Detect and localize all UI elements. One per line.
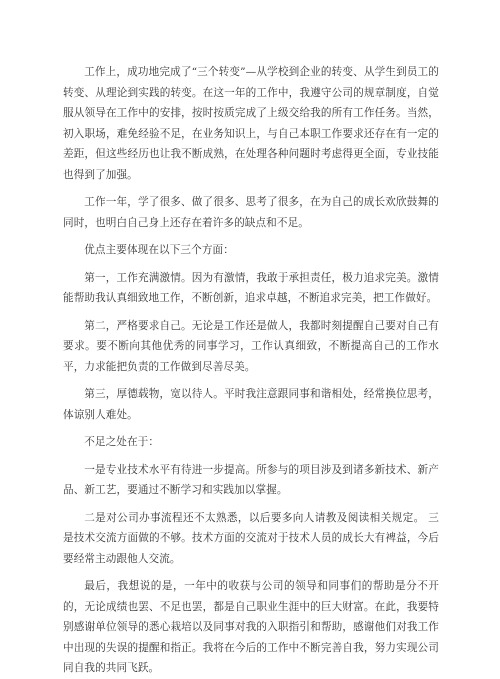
- paragraph-strength-passion: 第一，工作充满激情。因为有激情，我敢于承担责任，极力追求完美。激情能帮助我认真细致地工作，不断创新，追求卓越，不断追求完美，把工作做好。: [63, 271, 439, 304]
- paragraph-weakness-technical: 一是专业技术水平有待进一步提高。所参与的项目涉及到诸多新技术、新产品、新工艺，要通过不断学习和实践加以掌握。: [63, 463, 439, 496]
- paragraph-weakness-process: 二是对公司办事流程还不太熟悉，以后要多向人请教及阅读相关规定。 三是技术交流方面做的不够。技术方面的交流对于技术人员的成长大有裨益，今后要经常主动跟他人交流。: [63, 511, 439, 565]
- paragraph-conclusion: 最后，我想说的是，一年中的收获与公司的领导和同事们的帮助是分不开的，无论成绩也罢、不足也罢，都是自己职业生涯中的巨大财富。在此，我要特别感谢单位领导的悉心栽培以及同事对我的入职指引和帮助，感谢他们对我工作中出现的失误的提醒和指正。我将在今后的工作中不断完善自我，努力实现公司同自我的共同飞跃。: [63, 580, 439, 674]
- paragraph-strength-tolerance: 第三，厚德载物，宽以待人。平时我注意跟同事和谐相处，经常换位思考，体谅别人难处。: [63, 388, 439, 421]
- paragraph-work-summary: 工作上，成功地完成了“三个转变”—从学校到企业的转变、从学生到员工的转变、从理论到实践的转变。在这一年的工作中，我遵守公司的规章制度，自觉服从领导在工作中的安排，按时按质完成了上级交给我的所有工作任务。当然，初入职场，难免经验不足，在业务知识上，与自己本职工作要求还存在有一定的差距，但这些经历也让我不断成熟，在处理各种问题时考虑得更全面，专业技能也得到了加强。: [63, 66, 439, 181]
- paragraph-year-reflection: 工作一年，学了很多、做了很多、思考了很多，在为自己的成长欢欣鼓舞的同时，也明白自己身上还存在着许多的缺点和不足。: [63, 196, 439, 229]
- paragraph-weaknesses-heading: 不足之处在于：: [84, 436, 160, 448]
- paragraph-strength-self-discipline: 第二，严格要求自己。无论是工作还是做人，我都时刻提醒自己要对自己有要求。要不断向其他优秀的同事学习，工作认真细致，不断提高自己的工作水平，力求能把负责的工作做到尽善尽美。: [63, 319, 439, 373]
- paragraph-strengths-heading: 优点主要体现在以下三个方面：: [84, 244, 234, 256]
